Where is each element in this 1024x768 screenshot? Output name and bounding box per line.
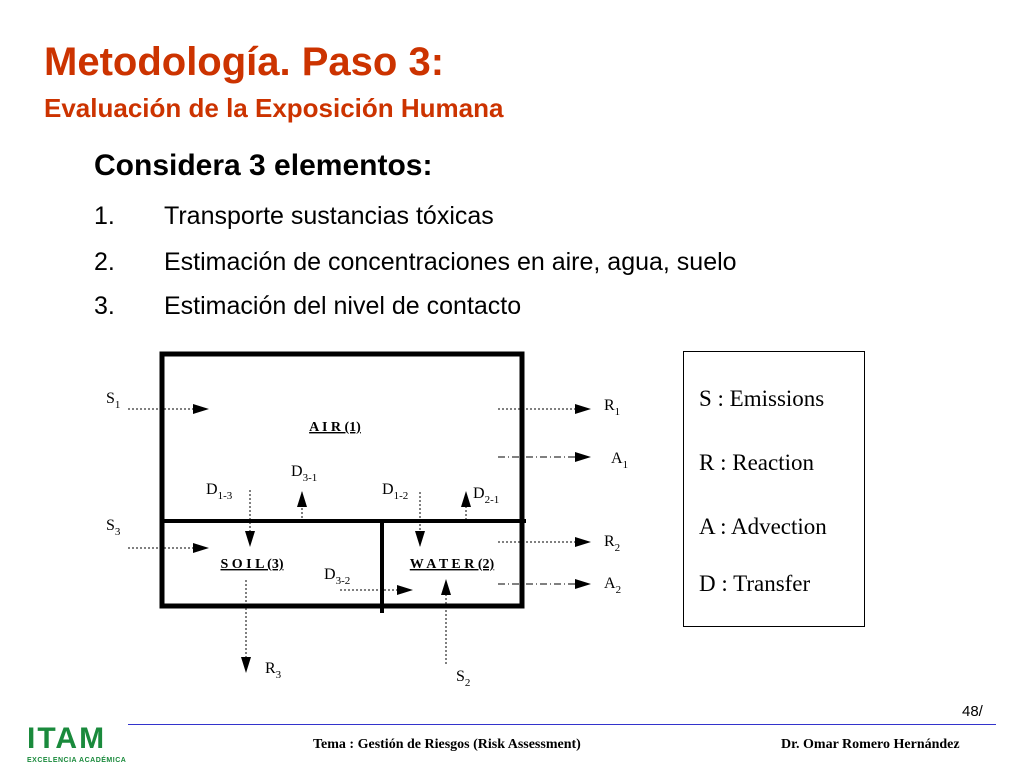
- label-a2: $A_2$: [604, 575, 622, 596]
- legend-item: R : Reaction: [699, 450, 814, 475]
- label-s1: $S_1$: [106, 390, 121, 411]
- air-label: A I R (1): [309, 420, 361, 435]
- slide-title: Metodología. Paso 3:: [44, 40, 445, 84]
- list-text: Estimación de concentraciones en aire, agua, suelo: [164, 248, 737, 276]
- list-text: Estimación del nivel de contacto: [164, 292, 522, 320]
- itam-logo: [27, 724, 126, 764]
- logo-wordmark: ITAM: [27, 722, 107, 755]
- footer-topic: Tema : Gestión de Riesgos (Risk Assessment): [313, 737, 581, 752]
- label-a1: $A_1$: [611, 450, 629, 471]
- label-d32: $D_{3-2}$: [324, 566, 351, 587]
- list-number: 1.: [94, 202, 115, 230]
- label-s3: $S_3$: [106, 517, 121, 538]
- slide-subtitle: Evaluación de la Exposición Humana: [44, 93, 504, 123]
- label-r3: $R_3$: [265, 660, 282, 681]
- legend-item: S : Emissions: [699, 386, 825, 411]
- label-d31: $D_{3-1}$: [291, 463, 318, 484]
- list-text: Transporte sustancias tóxicas: [164, 202, 494, 230]
- soil-label: S O I L (3): [220, 557, 284, 572]
- label-d21: $D_{2-1}$: [473, 485, 500, 506]
- label-d13: $D_{1-3}$: [206, 481, 233, 502]
- legend-box: [683, 351, 865, 627]
- label-s2: $S_2$: [456, 668, 471, 689]
- label-r2: $R_2$: [604, 533, 621, 554]
- page-number: 48/: [962, 703, 983, 720]
- water-label: W A T E R (2): [409, 557, 495, 572]
- legend-item: D : Transfer: [699, 571, 811, 596]
- footer-author: Dr. Omar Romero Hernández: [781, 737, 960, 752]
- label-d12: $D_{1-2}$: [382, 481, 409, 502]
- logo-tagline: EXCELENCIA ACADÉMICA: [27, 757, 127, 764]
- label-r1: $R_1$: [604, 397, 621, 418]
- list-number: 3.: [94, 292, 115, 320]
- legend-item: A : Advection: [699, 514, 827, 539]
- list-number: 2.: [94, 248, 115, 276]
- section-heading: Considera 3 elementos:: [94, 149, 433, 182]
- footer-divider: [128, 724, 996, 725]
